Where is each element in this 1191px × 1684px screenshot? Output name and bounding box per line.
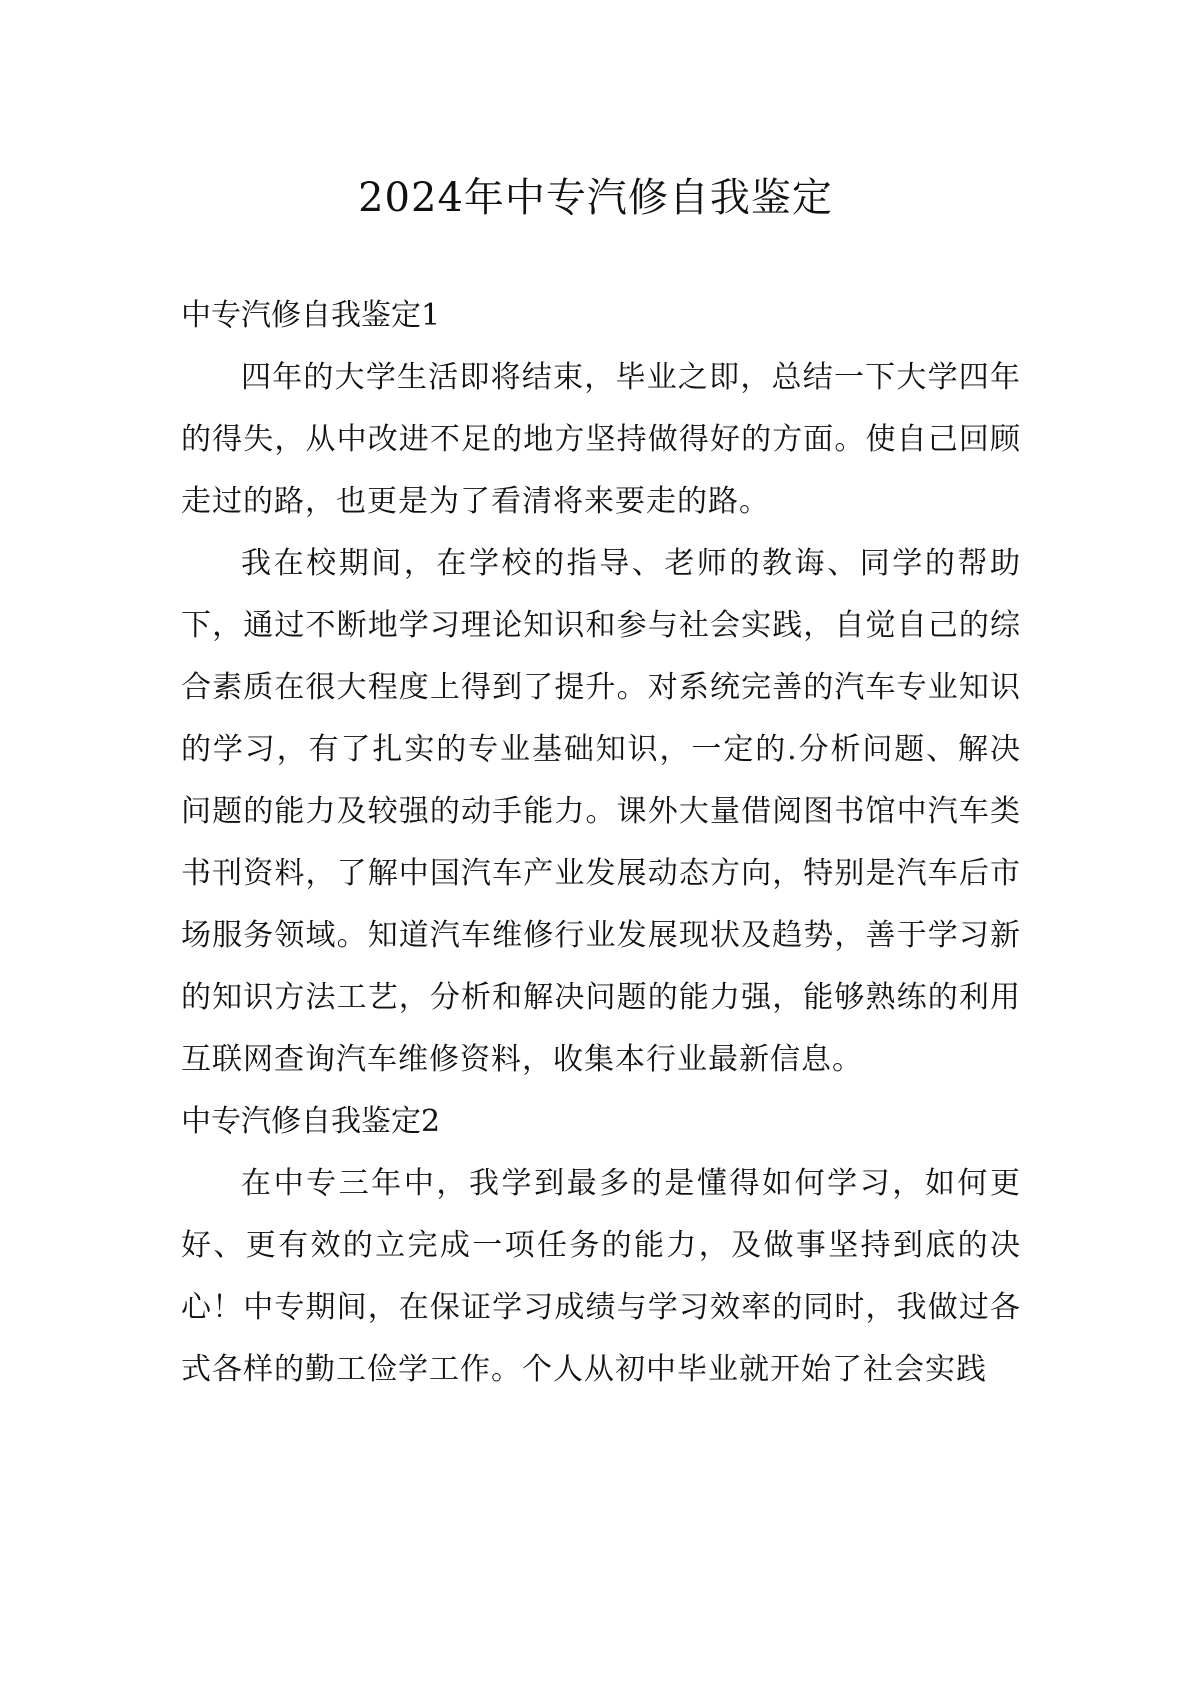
section-2-paragraph-1: 在中专三年中，我学到最多的是懂得如何学习，如何更好、更有效的立完成一项任务的能力，及做事坚持到底的决心！中专期间，在保证学习成绩与学习效率的同时，我做过各式各样的勤工俭学工作。个人从初中毕业就开始了社会实践 bbox=[181, 1166, 1021, 1387]
section-1-paragraph-1: 四年的大学生活即将结束，毕业之即，总结一下大学四年的得失，从中改进不足的地方坚持做得好的方面。使自己回顾走过的路，也更是为了看清将来要走的路。 bbox=[181, 360, 1021, 519]
document-body bbox=[181, 285, 1021, 1401]
document-title: 2024年中专汽修自我鉴定 bbox=[358, 175, 833, 221]
section-1-paragraph-2: 我在校期间，在学校的指导、老师的教诲、同学的帮助下，通过不断地学习理论知识和参与社会实践，自觉自己的综合素质在很大程度上得到了提升。对系统完善的汽车专业知识的学习，有了扎实的专业基础知识，一定的.分析问题、解决问题的能力及较强的动手能力。课外大量借阅图书馆中汽车类书刊资料，了解中国汽车产业发展动态方向，特别是汽车后市场服务领域。知道汽车维修行业发展现状及趋势，善于学习新的知识方法工艺，分析和解决问题的能力强，能够熟练的利用互联网查询汽车维修资料，收集本行业最新信息。 bbox=[181, 546, 1021, 1077]
section-heading-1: 中专汽修自我鉴定1 bbox=[181, 298, 441, 333]
section-heading-2: 中专汽修自我鉴定2 bbox=[181, 1104, 441, 1139]
